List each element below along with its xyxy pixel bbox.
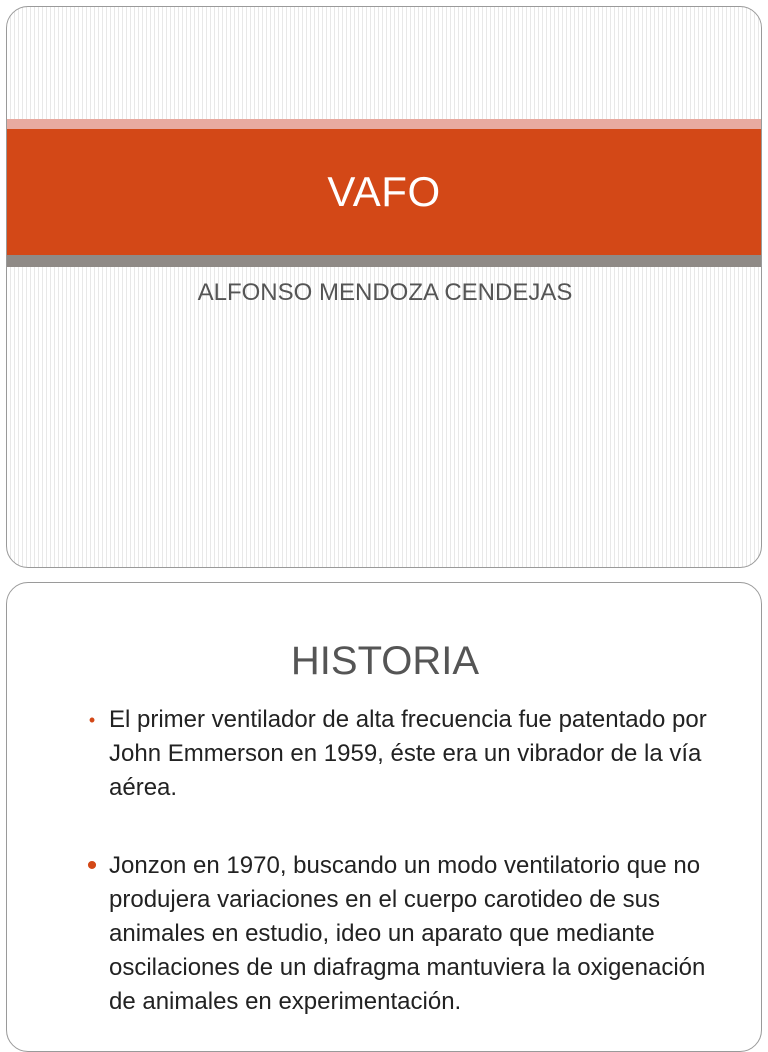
title-top-band: [7, 119, 761, 129]
title-slide: [6, 6, 762, 568]
title-bottom-band: [7, 255, 761, 267]
bullet-list: [83, 703, 725, 1052]
bullet-item: [83, 703, 725, 805]
bullet-text: El primer ventilador de alta frecuencia fue patentado por John Emmerson en 1959, éste era un vibrador de la vía aérea.: [109, 706, 707, 801]
title-band: [7, 129, 761, 255]
slide-title: VAFO: [327, 168, 441, 215]
content-slide: [6, 582, 762, 1052]
bullet-dot-icon: •: [88, 710, 96, 730]
slide-subtitle: ALFONSO MENDOZA CENDEJAS: [197, 279, 573, 306]
bullet-item: [83, 849, 725, 1019]
slide-heading: HISTORIA: [290, 639, 480, 683]
bullet-text: Jonzon en 1970, buscando un modo ventilatorio que no produjera variaciones en el cuerpo carotideo de sus animales en estudio, ideo un aparato que mediante oscilaciones de un diafragma mantuviera la oxigenación de animales en experimentación.: [109, 852, 706, 1015]
bullet-dot-icon: •: [86, 849, 98, 882]
